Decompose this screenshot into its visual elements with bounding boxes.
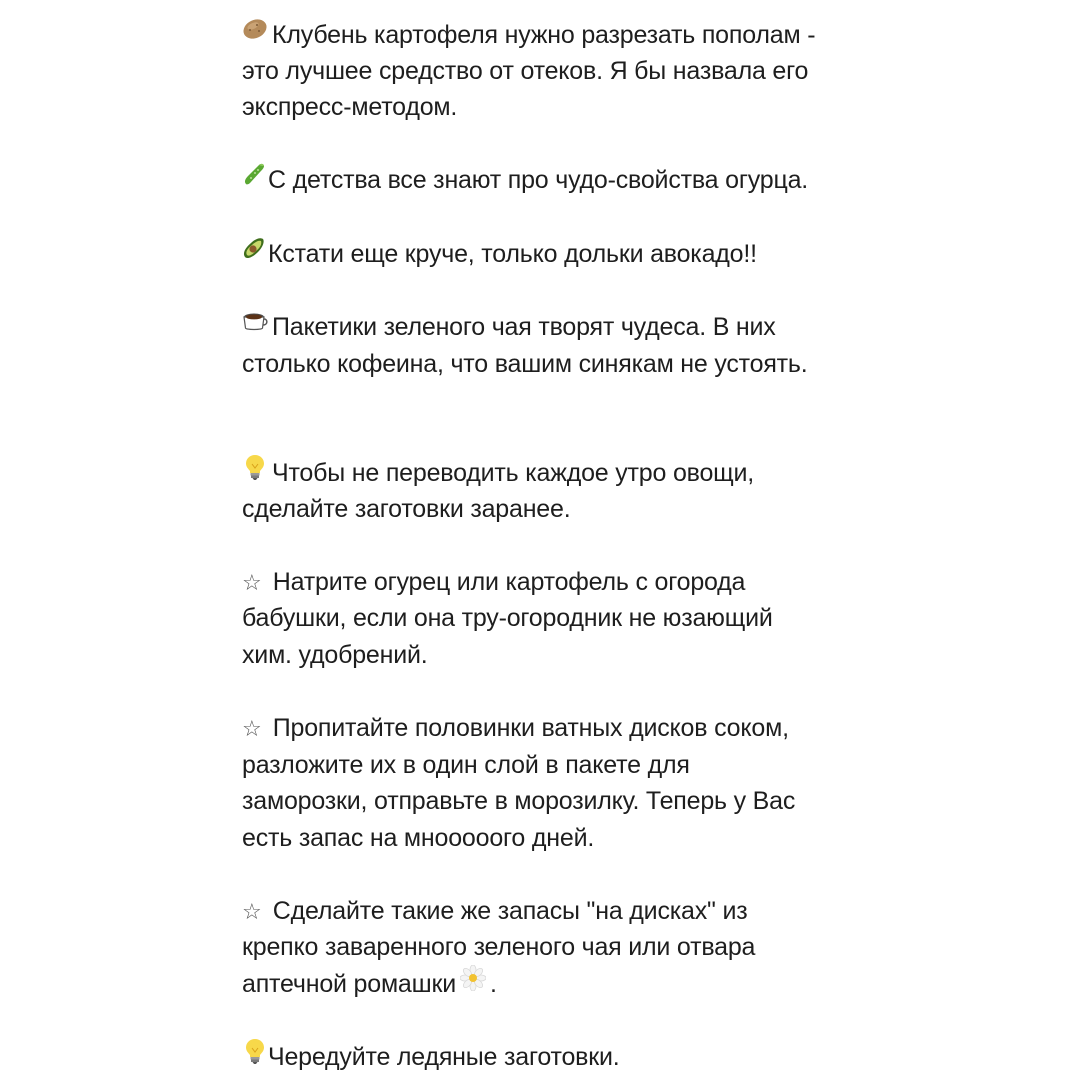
text-line (242, 783, 795, 819)
line-text: Пропитайте половинки ватных дисков соком, (272, 714, 789, 742)
text-line (242, 236, 757, 272)
tea-cup-icon (242, 308, 268, 344)
text-line (242, 710, 789, 748)
text-line (242, 162, 808, 198)
text-line (242, 89, 457, 125)
line-text: разложите их в один слой в пакете для (242, 751, 690, 779)
cucumber-icon (242, 161, 266, 197)
line-text: экспресс-методом. (242, 93, 458, 121)
line-text: сделайте заготовки заранее. (242, 495, 571, 523)
text-line (242, 966, 497, 1002)
line-text: Пакетики зеленого чая творят чудеса. В них (272, 313, 776, 341)
line-text: Клубень картофеля нужно разрезать пополам - (272, 21, 816, 49)
text-line (242, 1039, 619, 1075)
text-line (242, 564, 745, 602)
line-text: Чтобы не переводить каждое утро овощи, (272, 459, 755, 487)
text-line (242, 600, 773, 636)
text-line (242, 53, 808, 89)
line-text: есть запас на мнооооого дней. (242, 824, 595, 852)
line-text: заморозки, отправьте в морозилку. Теперь у Вас (242, 787, 796, 815)
star-icon: ☆ (242, 717, 262, 742)
star-icon: ☆ (242, 571, 262, 596)
line-text: Сделайте такие же запасы "на дисках" из (272, 897, 748, 925)
text-line (242, 747, 690, 783)
light-bulb-icon (242, 453, 268, 491)
line-text: Натрите огурец или картофель с огорода (272, 568, 746, 596)
line-text: столько кофеина, что вашим синякам не устоять. (242, 350, 808, 378)
text-line (242, 893, 747, 931)
text-line (242, 637, 428, 673)
text-line (242, 820, 594, 856)
text-line (242, 455, 754, 491)
line-text: Чередуйте ледяные заготовки. (268, 1043, 620, 1071)
line-text: это лучшее средство от отеков. Я бы назвала его (242, 57, 809, 85)
potato-icon (242, 16, 268, 52)
text-line (242, 929, 755, 965)
line-text: хим. удобрений. (242, 641, 428, 669)
light-bulb-icon (242, 1037, 268, 1075)
line-text-tail: . (490, 970, 497, 998)
line-text: С детства все знают про чудо-свойства огурца. (268, 166, 809, 194)
text-line (242, 309, 776, 345)
line-text: крепко заваренного зеленого чая или отвара (242, 933, 756, 961)
avocado-icon (242, 235, 266, 271)
text-line (242, 346, 808, 382)
line-text: аптечной ромашки (242, 970, 456, 998)
line-text: бабушки, если она тру-огородник не юзающий (242, 604, 773, 632)
text-line (242, 17, 815, 53)
text-line (242, 491, 570, 527)
star-icon: ☆ (242, 900, 262, 925)
daisy-icon (460, 965, 486, 1001)
line-text: Кстати еще круче, только дольки авокадо!! (268, 240, 757, 268)
